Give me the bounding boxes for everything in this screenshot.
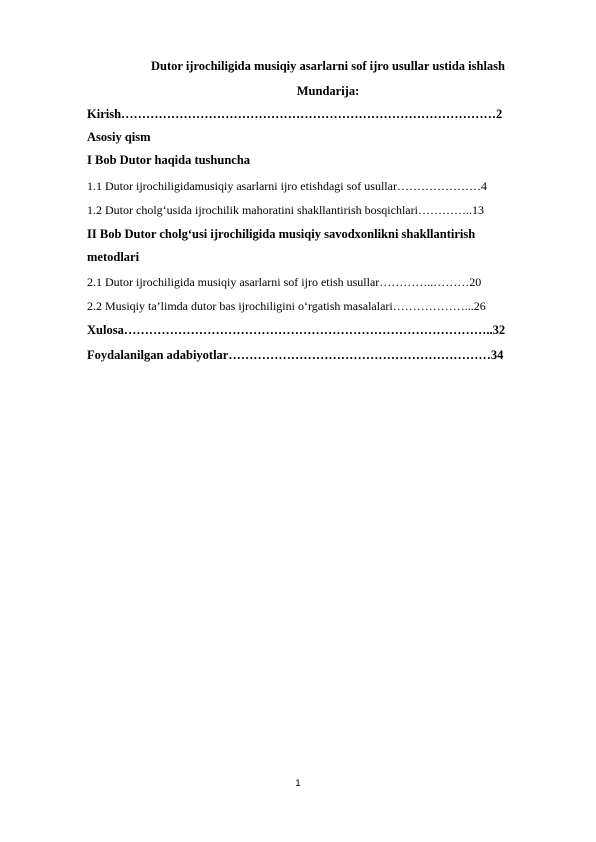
toc-heading: Mundarija: [296, 84, 360, 98]
page-number: 1 [295, 778, 301, 789]
toc-entry-kirish: Kirish………………………………………………………………………………2 [87, 107, 503, 121]
toc-entry-section-2-1: 2.1 Dutor ijrochiligida musiqiy asarlarni sof ijro etish usullar…………..………20 [87, 275, 482, 289]
document-title: Dutor ijrochiligida musiqiy asarlarni sof ijro usullar ustida ishlash [150, 59, 505, 73]
toc-entry-asosiy-qism: Asosiy qism [87, 130, 151, 144]
toc-entry-section-1-1: 1.1 Dutor ijrochiligidamusiqiy asarlarni ijro etishdagi sof usullar…………………4 [87, 179, 487, 193]
toc-entry-xulosa: Xulosa……………………………………………………………………………..32 [87, 323, 506, 337]
toc-entry-references: Foydalanilgan adabiyotlar………………………………………………………34 [87, 348, 504, 362]
toc-entry-chapter-2: II Bob Dutor cholg‘usi ijrochiligida musiqiy savodxonlikni shakllantirish [87, 227, 476, 241]
toc-entry-chapter-2-cont: metodlari [87, 250, 140, 264]
toc-entry-section-2-2: 2.2 Musiqiy ta’limda dutor bas ijrochiligini o‘rgatish masalalari………………...26 [87, 299, 486, 313]
toc-entry-section-1-2: 1.2 Dutor cholg‘usida ijrochilik mahoratini shakllantirish bosqichlari…………..13 [87, 203, 484, 217]
toc-entry-chapter-1: I Bob Dutor haqida tushuncha [87, 153, 251, 167]
